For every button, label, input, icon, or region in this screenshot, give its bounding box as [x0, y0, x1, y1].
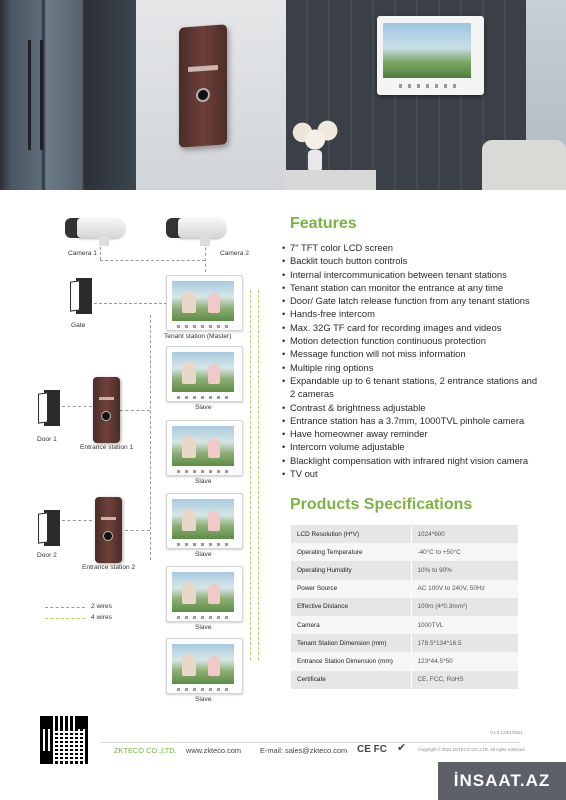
slave-station-icon	[166, 566, 243, 622]
entrance-station-2-icon	[95, 497, 122, 563]
feature-item: • Max. 32G TF card for recording images and videos	[282, 321, 544, 334]
feature-item: • Message function will not miss information	[282, 347, 544, 360]
table-row	[291, 598, 518, 616]
master-station-icon	[166, 275, 243, 331]
features-list	[282, 241, 544, 480]
indoor-monitor-image	[377, 16, 484, 95]
qr-code-icon	[40, 716, 88, 764]
table-row	[291, 580, 518, 598]
slave-station-icon	[166, 638, 243, 694]
feature-item: • Hands-free intercom	[282, 307, 544, 320]
spec-value: 1024*600	[411, 525, 518, 543]
glass-door-image	[0, 0, 136, 190]
table-row	[291, 525, 518, 543]
hero-banner	[0, 0, 566, 190]
slave-label: Slave	[195, 696, 212, 703]
table-row	[291, 616, 518, 634]
wire	[62, 520, 92, 521]
rohs-check-icon: ✔	[397, 742, 407, 754]
spec-value: AC 100V to 240V, 50Hz	[411, 580, 518, 598]
spec-value: 123*44.5*50	[411, 652, 518, 670]
feature-item: • Internal intercommunication between tenant stations	[282, 268, 544, 281]
watermark-badge: İNSAAT.AZ	[438, 762, 566, 800]
feature-item: • Intercom volume adjustable	[282, 440, 544, 453]
camera-1-icon	[65, 216, 131, 248]
spec-value: -40°C to +50°C	[411, 543, 518, 561]
wire	[125, 530, 150, 531]
camera-1-label: Camera 1	[68, 250, 97, 257]
gate-icon	[70, 278, 92, 314]
legend-2wires-label: 2 wires	[91, 603, 112, 610]
table-row	[291, 561, 518, 579]
footer-divider	[100, 742, 520, 743]
spec-label: LCD Resolution (H*V)	[291, 525, 411, 543]
table-row	[291, 634, 518, 652]
slave-label: Slave	[195, 404, 212, 411]
spec-label: Effective Distance	[291, 598, 411, 616]
spec-label: Operating Humidity	[291, 561, 411, 579]
specs-table	[291, 525, 518, 689]
camera-2-icon	[166, 216, 232, 248]
wire	[94, 303, 167, 304]
feature-item: • 7" TFT color LCD screen	[282, 241, 544, 254]
feature-item: • Tenant station can monitor the entrance at any time	[282, 281, 544, 294]
wire	[258, 290, 259, 660]
legend-4wires-line	[45, 618, 85, 619]
email-link[interactable]: E-mail: sales@zkteco.com	[260, 746, 348, 755]
spec-value: 178.5*134*16.5	[411, 634, 518, 652]
wire	[150, 315, 151, 560]
entrance-station-2-label: Entrance station 2	[82, 564, 136, 571]
table-row	[291, 652, 518, 670]
certification-marks: CE FC	[357, 744, 387, 755]
copyright-text: Copyright © 2021 ZKTECO CO.,LTD. All rights reserved.	[418, 747, 526, 752]
camera-2-label: Camera 2	[220, 250, 249, 257]
feature-item: • Backlit touch button controls	[282, 254, 544, 267]
spec-label: Entrance Station Dimension (mm)	[291, 652, 411, 670]
slave-station-icon	[166, 346, 243, 402]
master-station-label: Tenant station (Master)	[164, 333, 232, 340]
slave-station-icon	[166, 420, 243, 476]
feature-item: • Have homeowner away reminder	[282, 427, 544, 440]
door-1-label: Door 1	[37, 436, 57, 443]
wire	[250, 290, 251, 660]
spec-value: CE, FCC, RoHS	[411, 671, 518, 689]
wire	[62, 406, 92, 407]
features-title: Features	[290, 215, 357, 232]
legend-2wires-line	[45, 607, 85, 608]
slave-station-icon	[166, 493, 243, 549]
website-link[interactable]: www.zkteco.com	[186, 746, 242, 755]
gate-label: Gate	[71, 322, 86, 329]
table-row	[291, 543, 518, 561]
feature-item: • Door/ Gate latch release function from any tenant stations	[282, 294, 544, 307]
spec-label: Certificate	[291, 671, 411, 689]
slave-label: Slave	[195, 624, 212, 631]
spec-label: Power Source	[291, 580, 411, 598]
door-2-label: Door 2	[37, 552, 57, 559]
legend-4wires-label: 4 wires	[91, 614, 112, 621]
spec-value: 10% to 90%	[411, 561, 518, 579]
company-name: ZKTECO CO.,LTD.	[114, 746, 177, 755]
wire	[120, 410, 150, 411]
slave-label: Slave	[195, 551, 212, 558]
spec-label: Operating Temperature	[291, 543, 411, 561]
slave-label: Slave	[195, 478, 212, 485]
feature-item: • Multiple ring options	[282, 361, 544, 374]
spec-label: Camera	[291, 616, 411, 634]
feature-item: • Expandable up to 6 tenant stations, 2 entrance stations and 2 cameras	[282, 374, 544, 401]
door-1-icon	[38, 390, 60, 426]
outdoor-panel-image	[179, 24, 227, 147]
feature-item: • Motion detection function continuous protection	[282, 334, 544, 347]
watermark-bar	[0, 762, 566, 800]
feature-item: • Blacklight compensation with infrared night vision camera	[282, 454, 544, 467]
version-text: V1.0 12/01/2021	[490, 730, 524, 735]
entrance-station-1-label: Entrance station 1	[80, 444, 134, 451]
spec-value: 1000TVL	[411, 616, 518, 634]
specs-title: Products Specifications	[290, 496, 473, 513]
feature-item: • Contrast & brightness adjustable	[282, 401, 544, 414]
feature-item: • TV out	[282, 467, 544, 480]
door-2-icon	[38, 510, 60, 546]
entrance-station-1-icon	[93, 377, 120, 443]
spec-value: 100m (4*0.3mm²)	[411, 598, 518, 616]
wire	[100, 260, 205, 261]
table-row	[291, 671, 518, 689]
feature-item: • Entrance station has a 3.7mm, 1000TVL pinhole camera	[282, 414, 544, 427]
spec-label: Tenant Station Dimension (mm)	[291, 634, 411, 652]
